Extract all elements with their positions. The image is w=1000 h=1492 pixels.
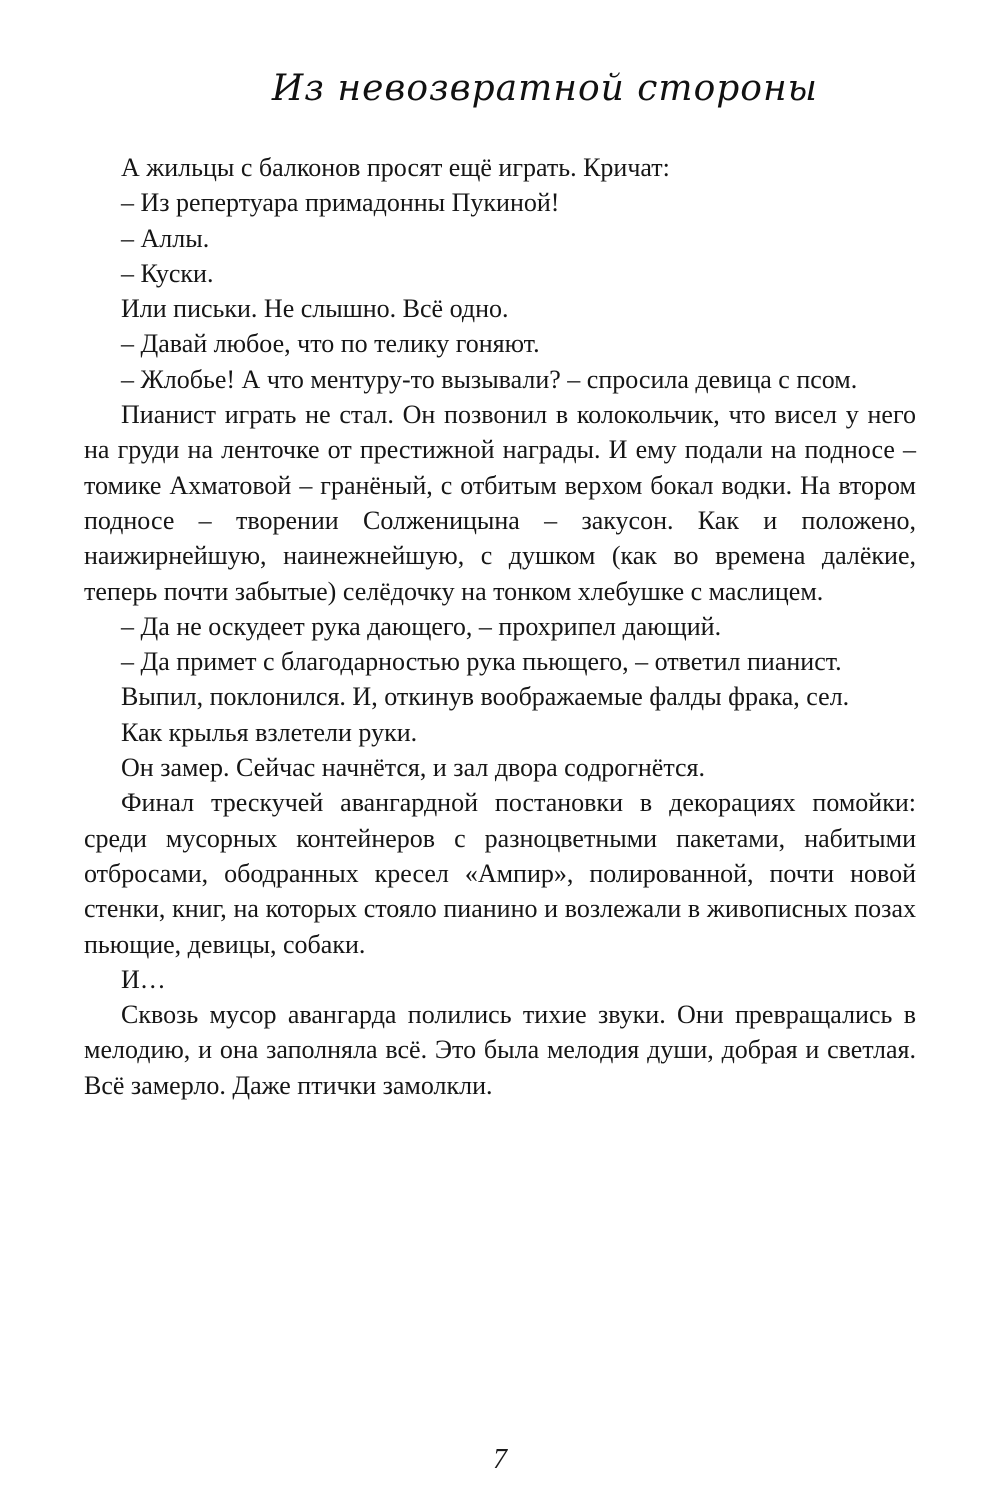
body-text [84,150,916,1103]
paragraph: Он замер. Сейчас начнётся, и зал двора содрогнётся. [121,753,705,783]
running-header: Из невозвратной стороны [271,68,818,109]
paragraph: – Да не оскудеет рука дающего, – прохрипел дающий. [121,611,722,641]
paragraph: – Куски. [121,258,214,288]
paragraph: Сквозь мусор авангарда полились тихие звуки. Они превращались в мелодию, и она заполняла всё. Это была мелодия души, добрая и светлая. Всё замерло. Даже птички замолкли. [84,1000,916,1100]
paragraph: – Давай любое, что по телику гоняют. [121,329,540,359]
paragraph: – Аллы. [121,223,210,253]
paragraph: Пианист играть не стал. Он позвонил в колокольчик, что висел у него на груди на ленточке от престижной награды. И ему подали на подносе – томике Ахматовой – гранёный, с отбитым верхом бокал водки. На втором подносе – творении Солженицына – закусон. Как и положено, наижирнейшую, наинежнейшую, с душком (как во времена далёкие, теперь почти забытые) селёдочку на тонком хлебушке с маслицем. [84,400,916,606]
page-number: 7 [493,1444,507,1475]
paragraph: Финал трескучей авангардной постановки в декорациях помойки: среди мусорных контейнеров с разноцветными пакетами, набитыми отбросами, ободранных кресел «Ампир», полированной, почти новой стенки, книг, на которых стояло пианино и возлежали в живописных позах пьющие, девицы, собаки. [84,788,916,959]
paragraph: – Из репертуара примадонны Пукиной! [121,188,560,218]
paragraph: И… [121,964,166,994]
paragraph: – Да примет с благодарностью рука пьющего, – ответил пианист. [121,647,842,677]
paragraph: – Жлобье! А что ментуру-то вызывали? – спросила девица с псом. [121,364,858,394]
paragraph: Как крылья взлетели руки. [121,717,418,747]
paragraph: Выпил, поклонился. И, откинув воображаемые фалды фрака, сел. [121,682,850,712]
paragraph: Или письки. Не слышно. Всё одно. [121,294,509,324]
paragraph: А жильцы с балконов просят ещё играть. Кричат: [121,153,670,182]
